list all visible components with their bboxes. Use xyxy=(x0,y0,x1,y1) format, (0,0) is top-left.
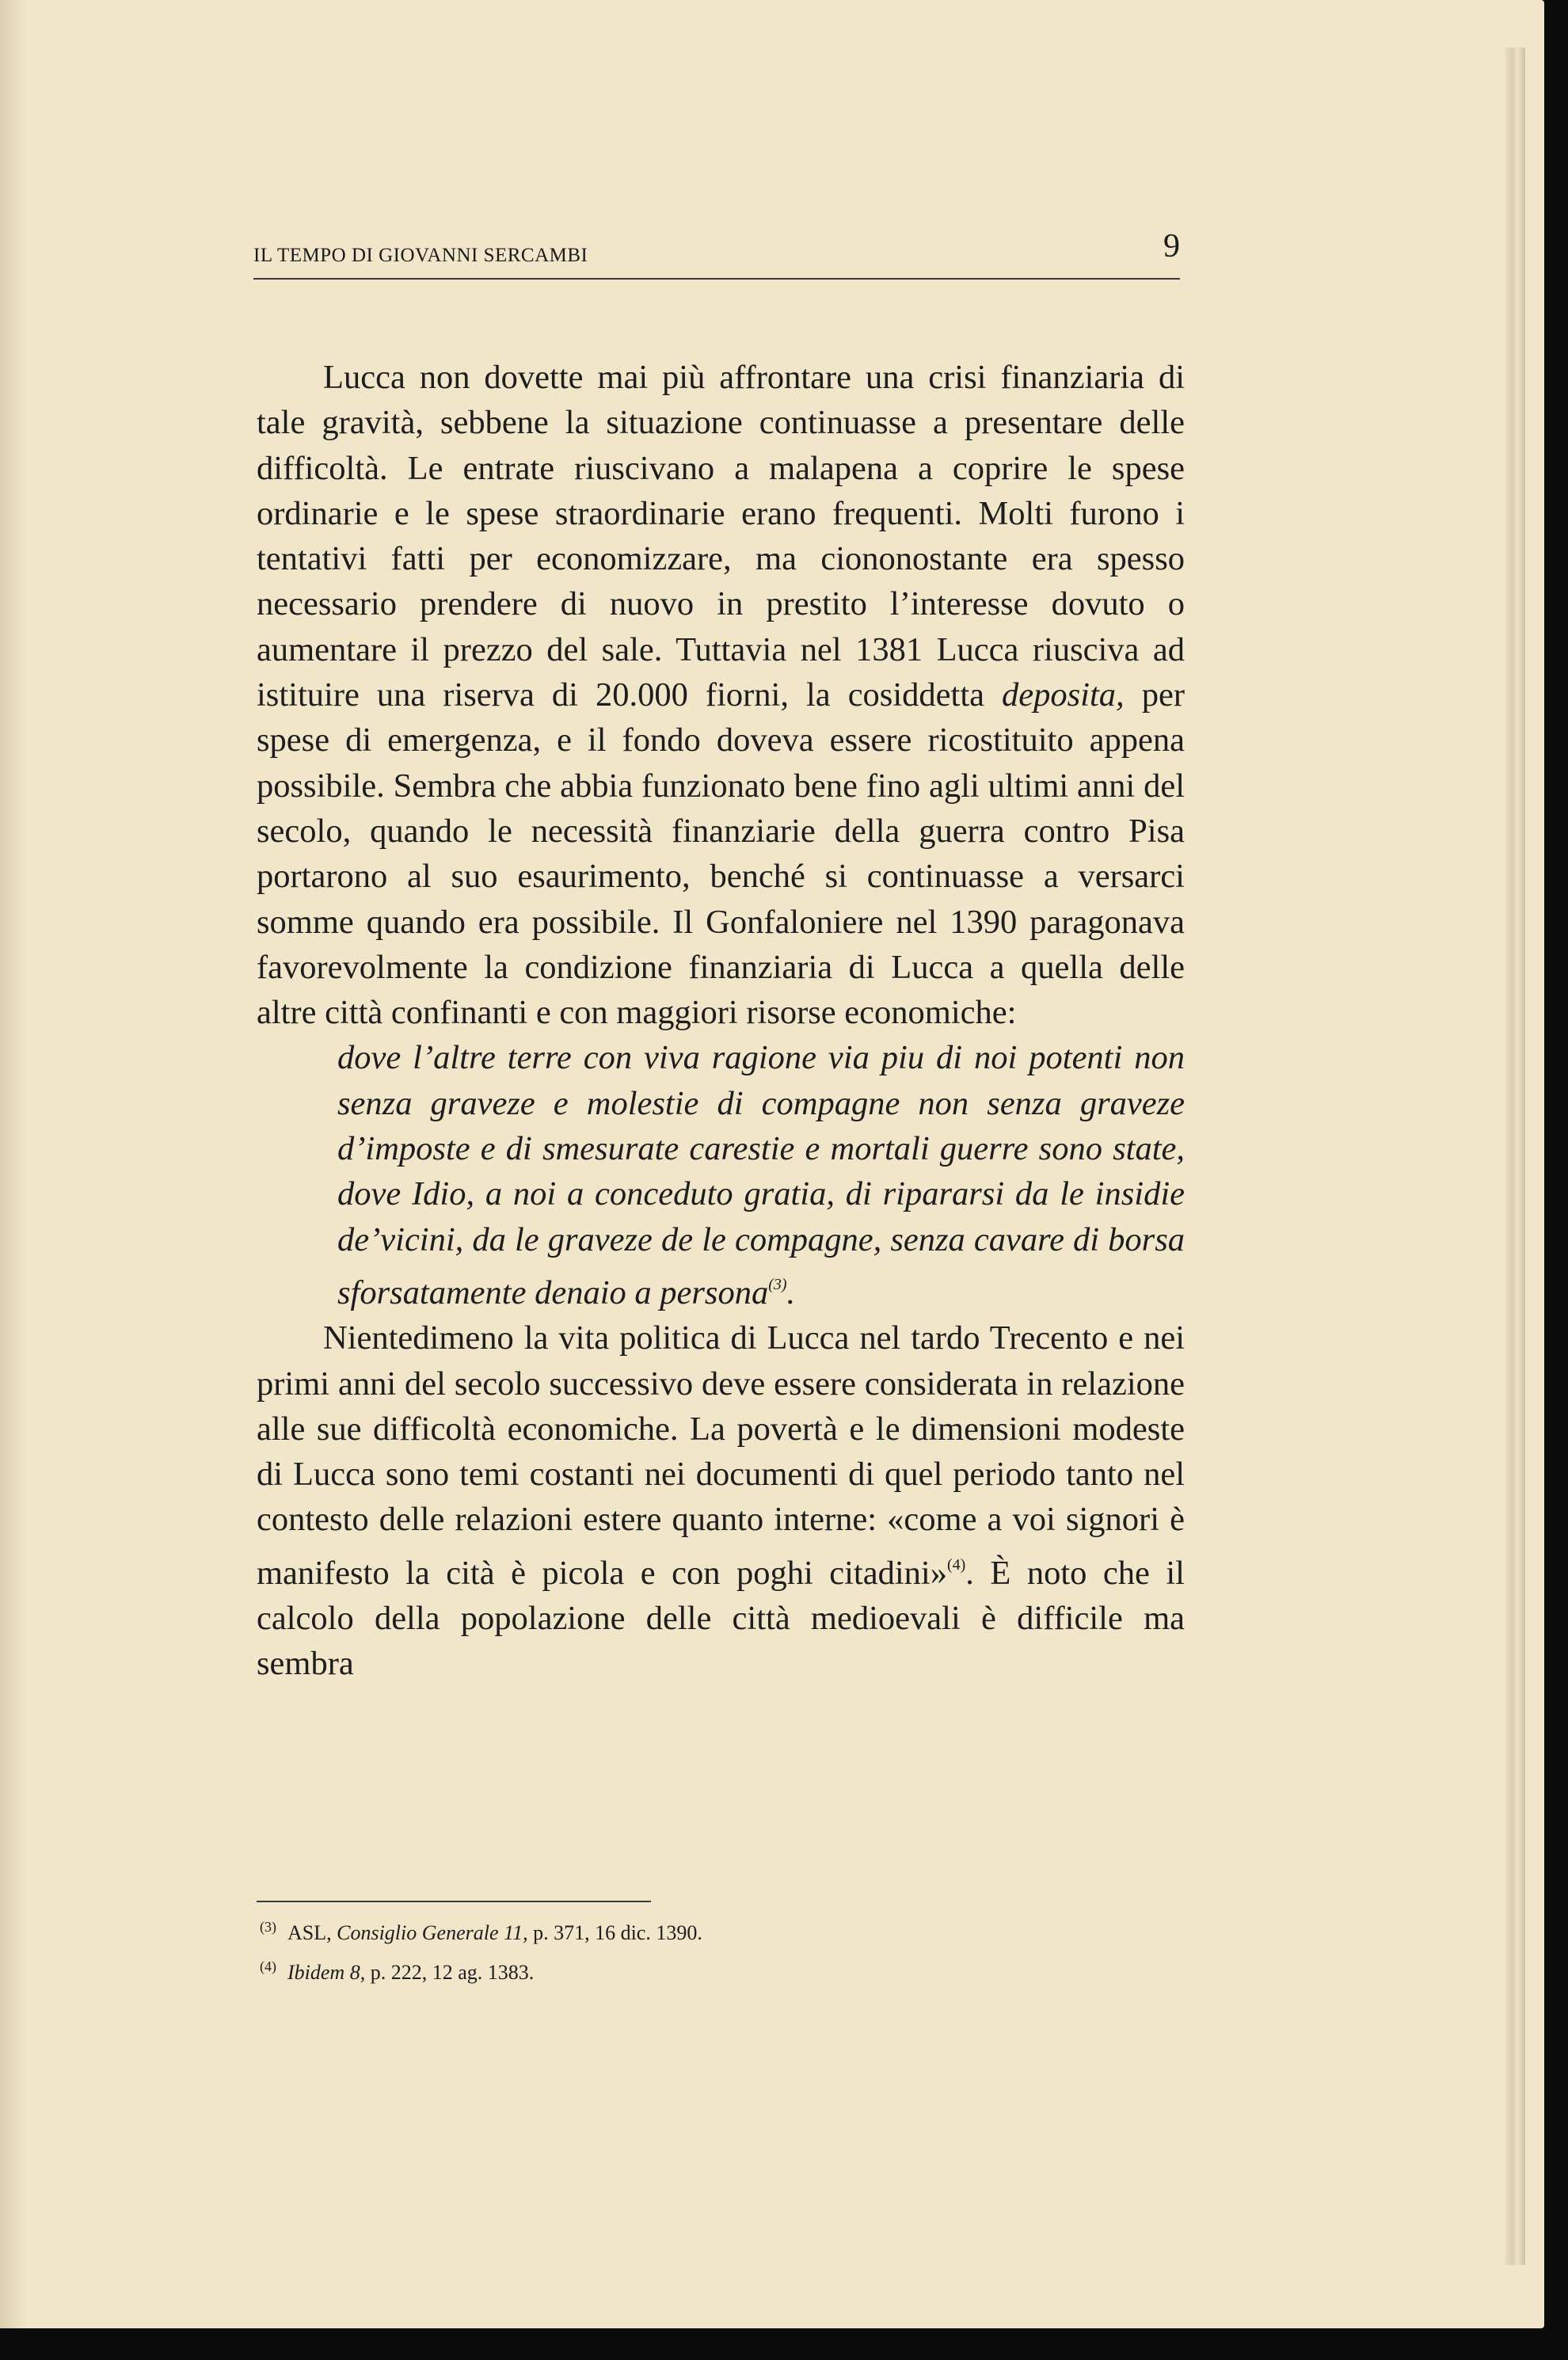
footnotes xyxy=(260,1910,1131,1989)
paragraph-2-text-a: Nientedimeno la vita politica di Lucca nel tardo Trecento e nei primi anni del secolo successivo deve essere considerata in relazione alle sue difficoltà economiche. La povertà e le dimensioni modeste di Lucca sono temi costanti nei documenti di quel periodo tanto nel contesto delle relazioni estere quanto interne: «come a voi signori è manifesto la cità è picola e con poghi citadini» xyxy=(257,1319,1185,1592)
paragraph-1-italic-term: deposita, xyxy=(1002,676,1125,714)
footnote-italic-source: Ibidem 8, xyxy=(287,1961,366,1984)
page-number: 9 xyxy=(1163,228,1180,265)
paragraph-2-note-reference: (4) xyxy=(946,1555,966,1574)
paragraph-1-text-a: Lucca non dovette mai più affrontare una crisi finanziaria di tale gravità, sebbene la situazione continuasse a presentare delle difficoltà. Le entrate riuscivano a malapena a coprire le spese ordinarie e le spese straordinarie erano frequenti. Molti furono i tentativi fatti per economizzare, ma ciononostante era spesso necessario prendere di nuovo in prestito l’interesse dovuto o aumentare il prezzo del sale. Tuttavia nel 1381 Lucca riusciva ad istituire una riserva di 20.000 fiorni, la cosiddetta xyxy=(257,359,1185,714)
footnote-text-end: p. 222, 12 ag. 1383. xyxy=(365,1961,535,1984)
running-title: IL TEMPO DI GIOVANNI SERCAMBI xyxy=(253,245,588,266)
block-quote xyxy=(337,1035,1185,1315)
footnote-4 xyxy=(260,1950,1131,1989)
main-text xyxy=(257,355,1185,1687)
footnote-rule xyxy=(257,1901,651,1902)
quote-text: dove l’altre terre con viva ragione via piu di noi potenti non senza graveze e molestie di compagne non senza graveze d’imposte e di smesurate carestie e mortali guerre sono state, dove Idio, a noi a conceduto gratia, di ripararsi da le insidie de’vicini, da le graveze de le compagne, senza cavare di borsa sforsatamente denaio a persona xyxy=(337,1039,1185,1311)
running-header xyxy=(253,226,1180,280)
paragraph-1-text-b: per spese di emergenza, e il fondo doveva essere ricostituito appena possibile. Sembra che abbia funzionato bene fino agli ultimi anni del secolo, quando le necessità finanziarie della guerra contro Pisa portarono al suo esaurimento, benché si continuasse a versarci somme quando era possibile. Il Gonfaloniere nel 1390 paragonava favorevolmente la condizione finanziaria di Lucca a quella delle altre città confinanti e con maggiori risorse economiche: xyxy=(257,676,1185,1032)
footnote-text: ASL, xyxy=(287,1921,337,1944)
page-gutter-shadow xyxy=(0,0,27,2328)
page-edge-stack xyxy=(1505,48,1525,2265)
footnote-italic-source: Consiglio Generale 11, xyxy=(337,1921,528,1944)
footnote-mark: (3) xyxy=(260,1919,276,1935)
footnote-mark: (4) xyxy=(260,1958,276,1974)
footnote-text-end: p. 371, 16 dic. 1390. xyxy=(527,1921,702,1944)
paragraph-1 xyxy=(257,355,1185,1035)
paragraph-2-text-b: . È noto che il calcolo della popolazione delle città medioevali è difficile ma sembra xyxy=(257,1554,1185,1683)
quote-note-reference: (3) xyxy=(768,1275,787,1293)
paragraph-2 xyxy=(257,1315,1185,1686)
quote-end: . xyxy=(786,1273,796,1311)
footnote-3 xyxy=(260,1910,1131,1950)
